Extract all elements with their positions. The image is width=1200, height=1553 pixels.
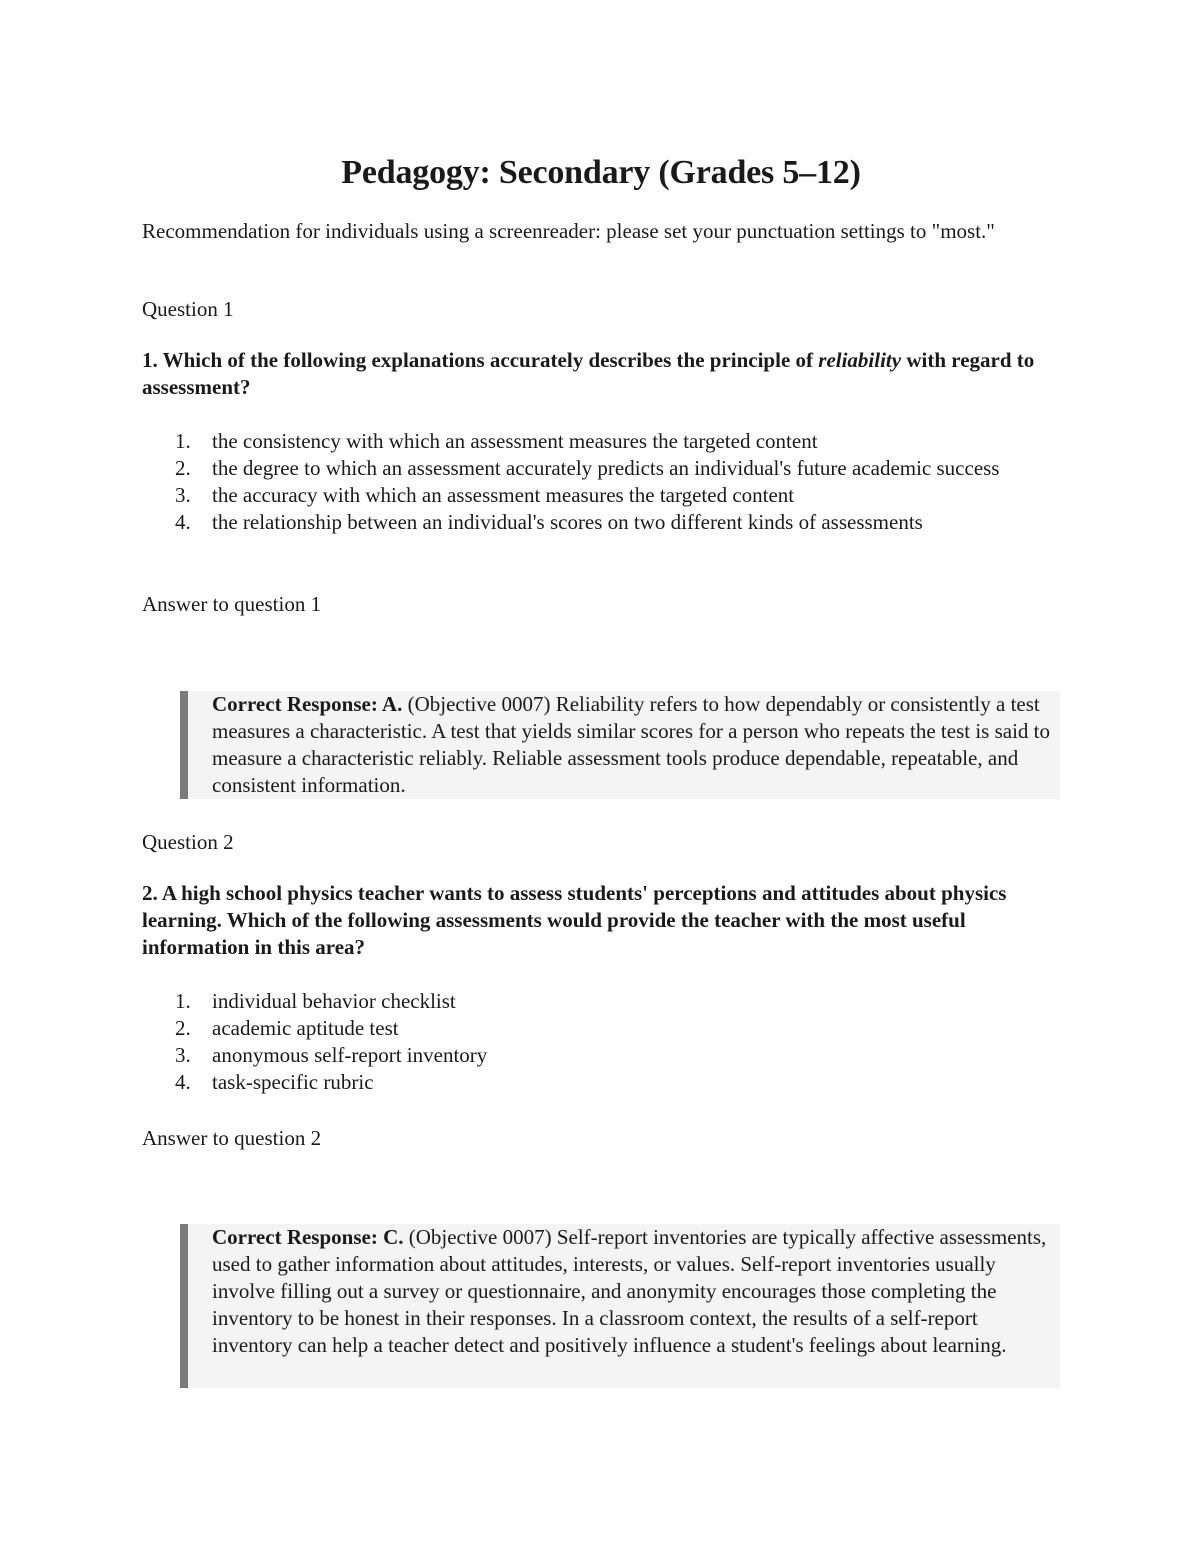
option-text: the consistency with which an assessment measures the targeted content [212,429,818,453]
question-2-heading: Question 2 [142,830,234,854]
option-number: 1. [175,429,191,453]
option-number: 4. [175,510,191,534]
option-text: task-specific rubric [212,1070,374,1094]
option-number: 2. [175,456,191,480]
question-1-prompt-start: 1. Which of the following explanations accurately describes the principle of [142,348,819,372]
question-2-option-4 [142,1069,1060,1096]
question-1-option-3 [142,482,1060,509]
question-1-answer-heading: Answer to question 1 [142,592,322,616]
question-2-prompt-text: 2. A high school physics teacher wants to assess students' perceptions and attitudes about physics learning. Which of the following assessments would provide the teacher with the most useful information in this area? [142,881,1007,959]
question-1-prompt [142,347,1060,401]
option-number: 3. [175,483,191,507]
screenreader-recommendation: Recommendation for individuals using a screenreader: please set your punctuation settings to "most." [142,219,995,243]
question-1-option-2 [142,455,1060,482]
option-number: 1. [175,989,191,1013]
question-1-option-1 [142,428,1060,455]
option-number: 3. [175,1043,191,1067]
option-text: the relationship between an individual's scores on two different kinds of assessments [212,510,923,534]
question-1-option-4 [142,509,1060,536]
option-text: individual behavior checklist [212,989,456,1013]
question-1-heading: Question 1 [142,297,234,321]
question-1-prompt-emphasis: reliability [818,348,902,372]
question-2-option-3 [142,1042,1060,1069]
question-2-answer-heading: Answer to question 2 [142,1126,322,1150]
option-text: the degree to which an assessment accurately predicts an individual's future academic success [212,456,1000,480]
question-1-options [142,428,1060,536]
question-1-answer-box [180,691,1060,799]
question-2-explanation: (Objective 0007) Self-report inventories are typically affective assessments, used to gather information about attitudes, interests, or values. Self-report inventories usually involve filling out a survey or questionnaire, and anonymity encourages those completing the inventory to be honest in their responses. In a classroom context, the results of a self-report inventory can help a teacher detect and positively influence a student's feelings about learning. [212,1225,1047,1357]
question-2-option-2 [142,1015,1060,1042]
question-2-options [142,988,1060,1096]
question-1-explanation: (Objective 0007) Reliability refers to how dependably or consistently a test measures a characteristic. A test that yields similar scores for a person who repeats the test is said to measure a characteristic reliably. Reliable assessment tools produce dependable, repeatable, and consistent information. [212,692,1051,797]
option-text: academic aptitude test [212,1016,399,1040]
option-text: the accuracy with which an assessment measures the targeted content [212,483,795,507]
option-number: 2. [175,1016,191,1040]
option-number: 4. [175,1070,191,1094]
question-2-answer-box [180,1224,1060,1388]
question-1-correct-response-label: Correct Response: A. [212,692,403,716]
question-2-prompt [142,880,1060,961]
option-text: anonymous self-report inventory [212,1043,488,1067]
page-title: Pedagogy: Secondary (Grades 5–12) [341,154,861,191]
question-2-correct-response-label: Correct Response: C. [212,1225,404,1249]
question-2-option-1 [142,988,1060,1015]
question-1-prompt-end: with regard to assessment? [142,348,1035,399]
